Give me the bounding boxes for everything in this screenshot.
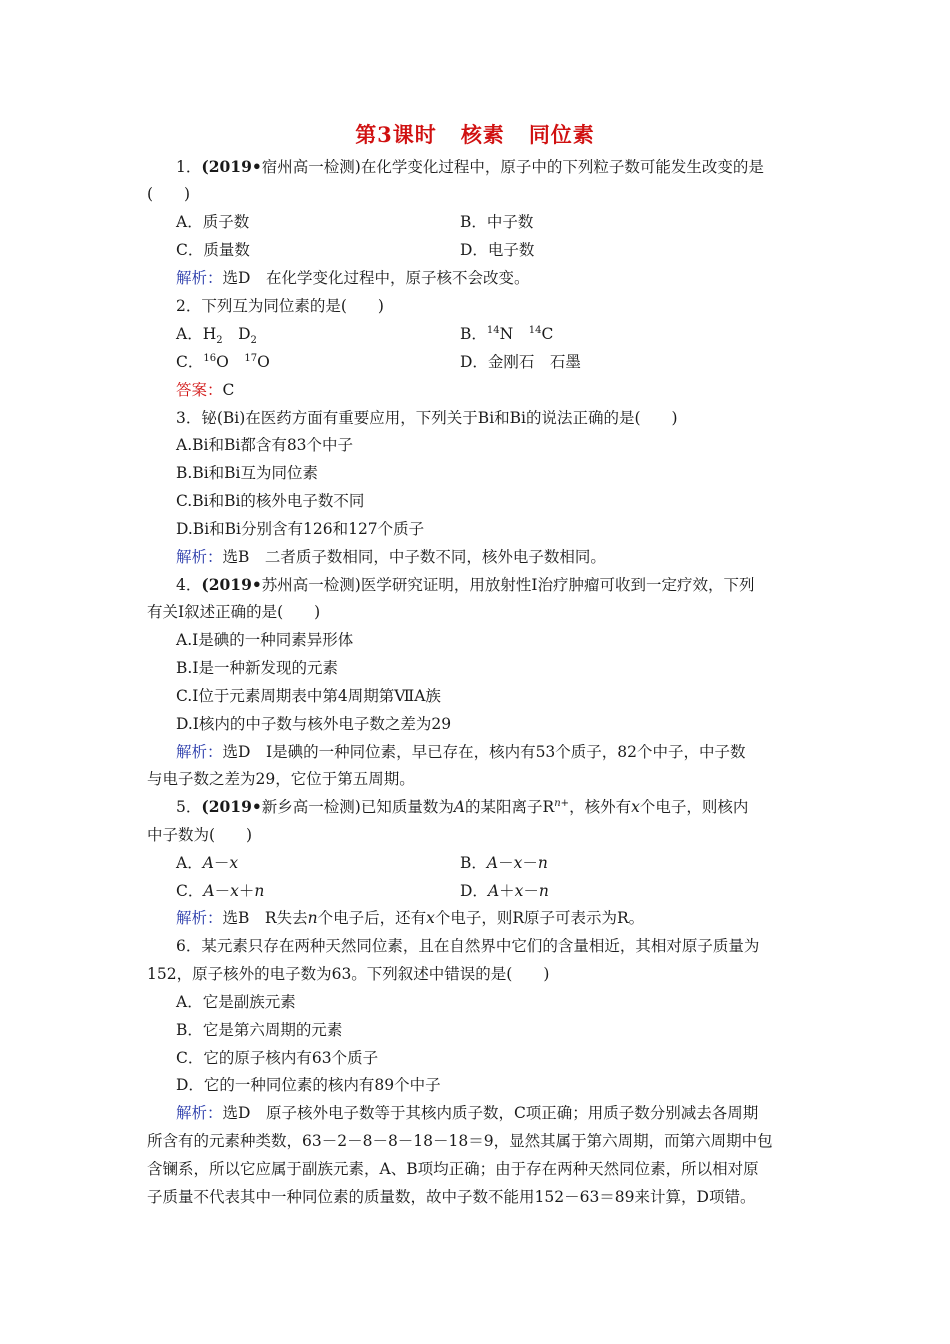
q3-option-d: D.Bi和Bi分别含有126和127个质子 [176,520,425,538]
question-3-stem: 3．铋(Bi)在医药方面有重要应用，下列关于Bi和Bi的说法正确的是( ) [176,409,678,427]
question-1-paren: ( ) [147,185,191,203]
q5-option-b: B．A－x－n [460,854,548,872]
question-4-stem: 4．(2019•苏州高一检测)医学研究证明，用放射性I治疗肿瘤可收到一定疗效，下列 [176,575,755,594]
question-5-stem-cont: 中子数为( ) [147,826,253,844]
q6-option-b: B．它是第六周期的元素 [176,1021,343,1039]
q6-option-c: C．它的原子核内有63个质子 [176,1049,379,1067]
q4-option-a: A.I是碘的一种同素异形体 [176,631,354,649]
q3-option-b: B.Bi和Bi互为同位素 [176,464,319,482]
q5-option-a: A．A－x [176,854,239,872]
q3-analysis: 解析：选B 二者质子数相同，中子数不同，核外电子数相同。 [176,548,606,566]
q4-option-b: B.I是一种新发现的元素 [176,659,338,677]
q1-option-d: D．电子数 [460,241,535,259]
page-title [0,119,950,149]
question-1-stem: 1．(2019•宿州高一检测)在化学变化过程中，原子中的下列粒子数可能发生改变的是 [176,157,764,176]
q2-option-a: A．$H_2$ $D_2$ [176,325,257,347]
q2-option-c: C．$^{16}$O $^{17}$O [176,352,270,371]
q6-analysis-line-3: 含镧系，所以它应属于副族元素，A、B项均正确；由于存在两种天然同位素，所以相对原 [147,1160,759,1178]
title-lesson: 第3课时 [355,122,437,147]
q3-option-a: A.Bi和Bi都含有83个中子 [176,436,354,454]
q2-option-d: D．金刚石 石墨 [460,353,581,371]
q5-option-d: D．A＋x－n [460,882,549,900]
q1-option-a: A．质子数 [176,213,250,231]
q2-option-b: B．$^{14}$N $^{14}$C [460,324,554,343]
q2-answer: 答案：C [176,381,235,399]
q4-option-c: C.I位于元素周期表中第4周期第ⅦA族 [176,687,441,705]
q5-analysis: 解析：选B R失去n个电子后，还有x个电子，则R原子可表示为R。 [176,909,645,927]
q5-option-c: C．A－x＋n [176,882,265,900]
title-topic-2: 同位素 [528,122,595,147]
q4-option-d: D.I核内的中子数与核外电子数之差为29 [176,715,452,733]
q1-analysis: 解析：选D 在化学变化过程中，原子核不会改变。 [176,269,530,287]
q1-option-b: B．中子数 [460,213,534,231]
q6-analysis-line-2: 所含有的元素种类数，63－2－8－8－18－18＝9，显然其属于第六周期，而第六周期中包 [147,1132,773,1150]
q4-analysis-cont: 与电子数之差为29，它位于第五周期。 [147,770,415,788]
question-2-stem: 2．下列互为同位素的是( ) [176,297,384,315]
q1-option-c: C．质量数 [176,241,250,259]
q6-analysis: 解析：选D 原子核外电子数等于其核内质子数，C项正确；用质子数分别减去各周期 [176,1104,759,1122]
question-4-stem-cont: 有关I叙述正确的是( ) [147,603,321,621]
q3-option-c: C.Bi和Bi的核外电子数不同 [176,492,365,510]
question-6-stem: 6．某元素只存在两种天然同位素，且在自然界中它们的含量相近，其相对原子质量为 [176,937,760,955]
q6-option-d: D．它的一种同位素的核内有89个中子 [176,1076,441,1094]
q4-analysis: 解析：选D I是碘的一种同位素，早已存在，核内有53个质子，82个中子，中子数 [176,743,746,761]
q6-analysis-line-4: 子质量不代表其中一种同位素的质量数，故中子数不能用152－63＝89来计算，D项错。 [147,1188,756,1206]
title-topic-1: 核素 [460,122,505,147]
q6-option-a: A．它是副族元素 [176,993,296,1011]
question-6-stem-cont: 152，原子核外的电子数为63。下列叙述中错误的是( ) [147,965,550,983]
question-5-stem: 5．(2019•新乡高一检测)已知质量数为A的某阳离子$R^{n+}$，核外有x个电子，则核内 [176,797,749,816]
